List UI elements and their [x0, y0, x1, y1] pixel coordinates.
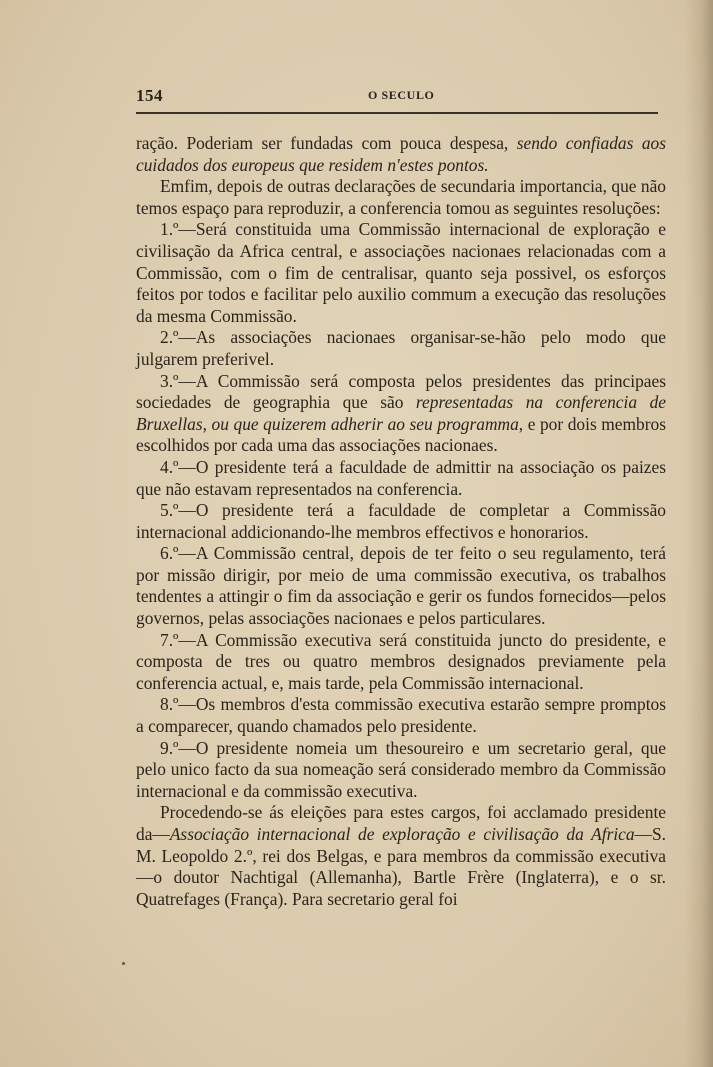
paragraph [136, 176, 666, 219]
paragraph [136, 630, 666, 695]
paragraph [136, 694, 666, 737]
paragraph [136, 500, 666, 543]
text-span: 2.º—As associações nacionaes organisar-se-hão pelo modo que julgarem preferivel. [136, 327, 666, 369]
paragraph [136, 327, 666, 370]
page-spine-shadow [685, 0, 713, 1067]
text-span: Procedendo-se ás eleições para estes cargos, foi acclamado presidente da— [136, 802, 666, 844]
header-rule [136, 112, 658, 114]
text-span: , e por dois membros escolhidos por cada uma das associações nacionaes. [136, 413, 666, 456]
paragraph [136, 738, 666, 803]
text-span: 4.º—O presidente terá a faculdade de admittir na associação os paizes que não estavam representados na conferencia. [136, 456, 666, 499]
text-span: ração. Poderiam ser fundadas com pouca despesa, [136, 133, 517, 153]
text-span: 5.º—O presidente terá a faculdade de completar a Commissão internacional addicionando-lhe membros effectivos e honorarios. [136, 500, 666, 542]
margin-speck [122, 962, 125, 965]
paragraph [136, 457, 666, 500]
text-span: 7.º—A Commissão executiva será constituida juncto do presidente, e composta de tres ou quatro membros designados previamente pela conferencia actual, e, mais tarde, pela Commissão internacional. [136, 629, 666, 693]
paragraph [136, 543, 666, 629]
text-span: 8.º—Os membros d'esta commissão executiva estarão sempre promptos a comparecer, quando chamados pelo presidente. [136, 694, 666, 737]
running-head: O SECULO [368, 88, 435, 102]
paragraph [136, 133, 666, 176]
italic-text-span: Associação internacional de exploração e civilisação da Africa [169, 824, 635, 844]
text-span: 6.º—A Commissão central, depois de ter feito o seu regulamento, terá por missão dirigir, por meio de uma commissão executiva, os trabalhos tendentes a attingir o fim da associação e gerir os fundos fornecidos—pelos governos, pelas associações nacionaes e pelos particulares. [136, 543, 666, 629]
paragraph [136, 219, 666, 327]
italic-text-span: sendo confiadas aos cuidados dos europeus que residem n'estes pontos. [136, 133, 666, 175]
body-text [136, 133, 666, 910]
text-span: 1.º—Será constituida uma Commissão internacional de exploração e civilisação da Africa central, e associações nacionaes relacionadas com a Commissão, com o fim de centralisar, quanto seja possivel, os esforços feitos por todos e facilitar pelo auxilio commum a execução das resoluções da mesma Commissão. [136, 219, 666, 326]
text-span: 9.º—O presidente nomeia um thesoureiro e um secretario geral, que pelo unico facto da sua nomeação será considerado membro da Commissão internacional e da commissão executiva. [136, 737, 666, 801]
paragraph [136, 802, 666, 910]
italic-text-span: representadas na conferencia de Bruxellas, ou que quizerem adherir ao seu programma [136, 392, 666, 434]
text-span: —S. M. Leopoldo 2.º, rei dos Belgas, e para membros da commissão executiva—o doutor Nachtigal (Allemanha), Bartle Frère (Inglaterra), e o sr. Quatrefages (França). Para secretario geral foi [136, 824, 666, 909]
text-span: Emfim, depois de outras declarações de secundaria importancia, que não temos espaço para reproduzir, a conferencia tomou as seguintes resoluções: [136, 176, 666, 218]
page-number: 154 [136, 86, 163, 105]
page-header [136, 86, 658, 106]
text-span: 3.º—A Commissão será composta pelos presidentes das principaes sociedades de geographia que são [136, 370, 666, 413]
paragraph [136, 371, 666, 457]
